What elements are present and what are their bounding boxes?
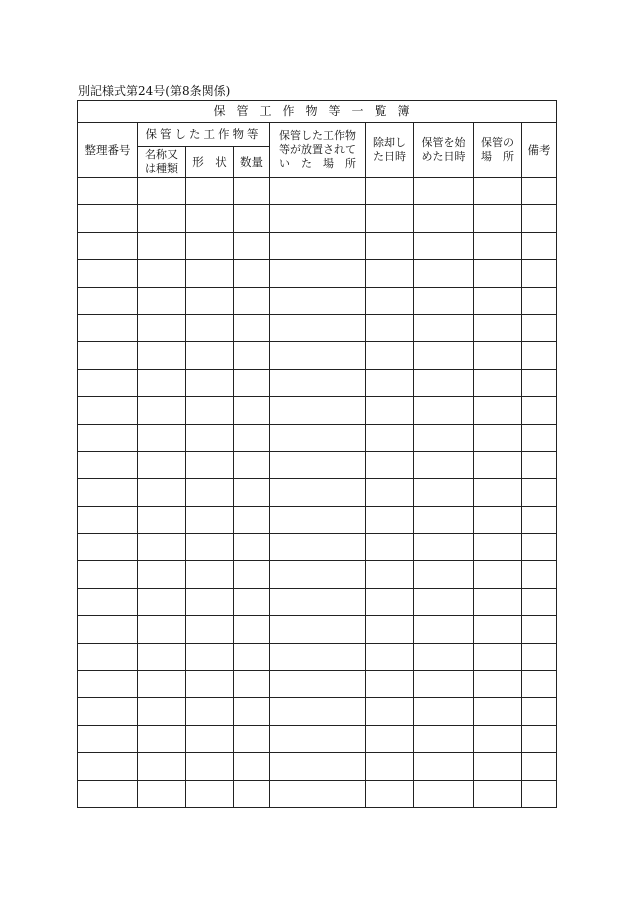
table-cell bbox=[78, 643, 138, 670]
table-cell bbox=[138, 369, 186, 396]
table-cell bbox=[522, 671, 557, 698]
table-cell bbox=[234, 671, 270, 698]
table-row bbox=[78, 780, 557, 807]
table-cell bbox=[474, 205, 522, 232]
table-cell bbox=[78, 753, 138, 780]
table-row bbox=[78, 260, 557, 287]
table-cell bbox=[270, 479, 366, 506]
table-cell bbox=[270, 205, 366, 232]
table-cell bbox=[522, 369, 557, 396]
table-cell bbox=[522, 397, 557, 424]
table-cell bbox=[234, 506, 270, 533]
table-cell bbox=[78, 232, 138, 259]
table-cell bbox=[414, 451, 474, 478]
table-cell bbox=[414, 725, 474, 752]
table-cell bbox=[186, 753, 234, 780]
table-cell bbox=[366, 506, 414, 533]
table-cell bbox=[366, 616, 414, 643]
table-cell bbox=[366, 643, 414, 670]
table-row bbox=[78, 205, 557, 232]
header-seiri-bango: 整理番号 bbox=[78, 123, 138, 178]
table-row bbox=[78, 753, 557, 780]
table-cell bbox=[366, 451, 414, 478]
table-cell bbox=[138, 205, 186, 232]
table-cell bbox=[270, 561, 366, 588]
table-cell bbox=[78, 397, 138, 424]
table-cell bbox=[186, 725, 234, 752]
table-cell bbox=[474, 725, 522, 752]
table-cell bbox=[366, 780, 414, 807]
table-cell bbox=[414, 342, 474, 369]
table-row bbox=[78, 451, 557, 478]
table-cell bbox=[138, 534, 186, 561]
table-cell bbox=[474, 643, 522, 670]
table-row bbox=[78, 698, 557, 725]
table-cell bbox=[138, 561, 186, 588]
table-cell bbox=[414, 616, 474, 643]
table-cell bbox=[522, 205, 557, 232]
table-cell bbox=[234, 287, 270, 314]
table-cell bbox=[78, 451, 138, 478]
table-cell bbox=[78, 780, 138, 807]
table-cell bbox=[78, 342, 138, 369]
table-cell bbox=[414, 479, 474, 506]
table-cell bbox=[186, 534, 234, 561]
table-cell bbox=[270, 424, 366, 451]
table-cell bbox=[522, 314, 557, 341]
header-storage-start-datetime: 保管を始 めた日時 bbox=[414, 123, 474, 178]
table-cell bbox=[78, 369, 138, 396]
table-cell bbox=[138, 397, 186, 424]
table-cell bbox=[366, 178, 414, 205]
table-cell bbox=[414, 369, 474, 396]
table-cell bbox=[234, 232, 270, 259]
table-cell bbox=[270, 287, 366, 314]
header-shape: 形 状 bbox=[186, 147, 234, 178]
table-row bbox=[78, 671, 557, 698]
table-cell bbox=[186, 561, 234, 588]
table-cell bbox=[186, 314, 234, 341]
table-cell bbox=[270, 780, 366, 807]
table-cell bbox=[522, 506, 557, 533]
table-cell bbox=[234, 616, 270, 643]
table-cell bbox=[474, 178, 522, 205]
table-cell bbox=[78, 725, 138, 752]
table-cell bbox=[474, 671, 522, 698]
table-cell bbox=[474, 451, 522, 478]
table-cell bbox=[522, 753, 557, 780]
table-cell bbox=[414, 780, 474, 807]
table-cell bbox=[186, 342, 234, 369]
table-cell bbox=[414, 205, 474, 232]
table-cell bbox=[414, 561, 474, 588]
table-cell bbox=[474, 616, 522, 643]
table-cell bbox=[366, 671, 414, 698]
table-cell bbox=[234, 698, 270, 725]
table-cell bbox=[414, 260, 474, 287]
table-cell bbox=[474, 397, 522, 424]
table-row bbox=[78, 561, 557, 588]
table-cell bbox=[414, 698, 474, 725]
table-cell bbox=[186, 479, 234, 506]
header-quantity: 数量 bbox=[234, 147, 270, 178]
table-cell bbox=[522, 232, 557, 259]
table-cell bbox=[414, 314, 474, 341]
table-cell bbox=[366, 232, 414, 259]
table-row bbox=[78, 506, 557, 533]
table-cell bbox=[186, 232, 234, 259]
table-cell bbox=[366, 588, 414, 615]
table-cell bbox=[138, 506, 186, 533]
table-cell bbox=[270, 643, 366, 670]
table-cell bbox=[414, 534, 474, 561]
table-cell bbox=[522, 780, 557, 807]
table-cell bbox=[78, 506, 138, 533]
header-storage-location: 保管の 場 所 bbox=[474, 123, 522, 178]
table-cell bbox=[138, 424, 186, 451]
table-cell bbox=[270, 671, 366, 698]
table-cell bbox=[234, 561, 270, 588]
table-cell bbox=[366, 205, 414, 232]
table-cell bbox=[78, 178, 138, 205]
table-cell bbox=[138, 643, 186, 670]
table-cell bbox=[522, 643, 557, 670]
table-cell bbox=[234, 178, 270, 205]
table-cell bbox=[270, 588, 366, 615]
table-cell bbox=[414, 671, 474, 698]
table-cell bbox=[366, 725, 414, 752]
table-cell bbox=[78, 260, 138, 287]
table-cell bbox=[366, 314, 414, 341]
table-cell bbox=[186, 369, 234, 396]
table-cell bbox=[522, 561, 557, 588]
table-cell bbox=[366, 698, 414, 725]
table-cell bbox=[138, 178, 186, 205]
table-cell bbox=[138, 232, 186, 259]
table-row bbox=[78, 479, 557, 506]
table-cell bbox=[474, 232, 522, 259]
table-cell bbox=[474, 534, 522, 561]
header-name-or-type: 名称又 は種類 bbox=[138, 147, 186, 178]
table-cell bbox=[522, 342, 557, 369]
table-row bbox=[78, 314, 557, 341]
table-cell bbox=[366, 369, 414, 396]
table-cell bbox=[234, 479, 270, 506]
table-cell bbox=[522, 178, 557, 205]
table-row bbox=[78, 424, 557, 451]
table-cell bbox=[414, 178, 474, 205]
table-cell bbox=[186, 397, 234, 424]
table-row bbox=[78, 725, 557, 752]
table-cell bbox=[186, 616, 234, 643]
table-cell bbox=[186, 424, 234, 451]
table-cell bbox=[270, 260, 366, 287]
table-cell bbox=[366, 561, 414, 588]
table-cell bbox=[138, 479, 186, 506]
table-row bbox=[78, 397, 557, 424]
table-cell bbox=[270, 698, 366, 725]
table-cell bbox=[414, 506, 474, 533]
header-stored-items-group: 保管した工作物等 bbox=[138, 123, 270, 147]
table-cell bbox=[78, 616, 138, 643]
table-cell bbox=[474, 314, 522, 341]
table-cell bbox=[78, 479, 138, 506]
table-cell bbox=[522, 616, 557, 643]
table-cell bbox=[186, 671, 234, 698]
table-row bbox=[78, 342, 557, 369]
table-cell bbox=[234, 397, 270, 424]
table-cell bbox=[78, 534, 138, 561]
table-cell bbox=[270, 725, 366, 752]
table-cell bbox=[522, 287, 557, 314]
table-cell bbox=[270, 342, 366, 369]
table-cell bbox=[366, 342, 414, 369]
ledger-body bbox=[78, 178, 557, 808]
table-cell bbox=[270, 178, 366, 205]
table-cell bbox=[138, 725, 186, 752]
table-cell bbox=[234, 753, 270, 780]
table-cell bbox=[522, 260, 557, 287]
table-cell bbox=[414, 424, 474, 451]
table-cell bbox=[270, 616, 366, 643]
table-row bbox=[78, 643, 557, 670]
table-cell bbox=[366, 260, 414, 287]
header-abandoned-location: 保管した工作物 等が放置されて い た 場 所 bbox=[270, 123, 366, 178]
table-cell bbox=[234, 369, 270, 396]
table-cell bbox=[366, 753, 414, 780]
table-cell bbox=[234, 725, 270, 752]
table-row bbox=[78, 178, 557, 205]
table-cell bbox=[474, 287, 522, 314]
table-cell bbox=[186, 643, 234, 670]
table-cell bbox=[138, 451, 186, 478]
table-cell bbox=[234, 780, 270, 807]
table-cell bbox=[234, 342, 270, 369]
table-cell bbox=[186, 698, 234, 725]
table-row bbox=[78, 287, 557, 314]
ledger-title: 保管工作物等一覧簿 bbox=[78, 101, 557, 123]
table-cell bbox=[270, 314, 366, 341]
table-cell bbox=[234, 451, 270, 478]
header-remarks: 備考 bbox=[522, 123, 557, 178]
table-row bbox=[78, 616, 557, 643]
table-cell bbox=[474, 424, 522, 451]
table-cell bbox=[138, 342, 186, 369]
table-cell bbox=[474, 260, 522, 287]
table-cell bbox=[78, 561, 138, 588]
table-cell bbox=[366, 424, 414, 451]
table-cell bbox=[474, 479, 522, 506]
table-row bbox=[78, 369, 557, 396]
table-cell bbox=[186, 506, 234, 533]
table-cell bbox=[186, 588, 234, 615]
table-cell bbox=[78, 588, 138, 615]
header-removal-datetime: 除却し た日時 bbox=[366, 123, 414, 178]
table-cell bbox=[138, 780, 186, 807]
table-cell bbox=[78, 671, 138, 698]
table-cell bbox=[522, 534, 557, 561]
table-cell bbox=[522, 725, 557, 752]
table-cell bbox=[414, 397, 474, 424]
table-cell bbox=[138, 671, 186, 698]
table-cell bbox=[186, 260, 234, 287]
table-cell bbox=[234, 424, 270, 451]
table-cell bbox=[270, 506, 366, 533]
table-row bbox=[78, 534, 557, 561]
table-cell bbox=[138, 698, 186, 725]
storage-ledger-table bbox=[77, 100, 557, 808]
table-cell bbox=[78, 287, 138, 314]
table-cell bbox=[186, 451, 234, 478]
table-cell bbox=[138, 616, 186, 643]
table-cell bbox=[234, 205, 270, 232]
table-cell bbox=[522, 424, 557, 451]
table-cell bbox=[414, 287, 474, 314]
table-cell bbox=[186, 780, 234, 807]
table-cell bbox=[270, 534, 366, 561]
table-cell bbox=[234, 314, 270, 341]
table-cell bbox=[414, 588, 474, 615]
table-cell bbox=[78, 424, 138, 451]
table-cell bbox=[474, 698, 522, 725]
table-cell bbox=[522, 479, 557, 506]
table-cell bbox=[186, 205, 234, 232]
table-cell bbox=[234, 643, 270, 670]
table-cell bbox=[138, 314, 186, 341]
table-cell bbox=[414, 643, 474, 670]
table-cell bbox=[474, 588, 522, 615]
table-cell bbox=[522, 698, 557, 725]
table-cell bbox=[414, 232, 474, 259]
table-cell bbox=[186, 287, 234, 314]
table-cell bbox=[138, 753, 186, 780]
table-cell bbox=[78, 205, 138, 232]
form-number-label: 別記様式第24号(第8条関係) bbox=[78, 84, 231, 98]
table-cell bbox=[270, 397, 366, 424]
table-row bbox=[78, 232, 557, 259]
table-cell bbox=[234, 588, 270, 615]
table-cell bbox=[78, 314, 138, 341]
table-cell bbox=[414, 753, 474, 780]
table-cell bbox=[138, 588, 186, 615]
table-cell bbox=[522, 588, 557, 615]
table-cell bbox=[474, 561, 522, 588]
table-cell bbox=[138, 287, 186, 314]
table-cell bbox=[366, 287, 414, 314]
table-cell bbox=[270, 451, 366, 478]
table-cell bbox=[366, 397, 414, 424]
table-cell bbox=[78, 698, 138, 725]
table-cell bbox=[366, 479, 414, 506]
table-cell bbox=[234, 534, 270, 561]
table-cell bbox=[474, 506, 522, 533]
table-cell bbox=[474, 753, 522, 780]
table-cell bbox=[474, 780, 522, 807]
table-cell bbox=[270, 369, 366, 396]
table-cell bbox=[522, 451, 557, 478]
table-cell bbox=[186, 178, 234, 205]
table-cell bbox=[234, 260, 270, 287]
table-cell bbox=[270, 753, 366, 780]
table-row bbox=[78, 588, 557, 615]
table-cell bbox=[474, 369, 522, 396]
table-cell bbox=[366, 534, 414, 561]
table-cell bbox=[138, 260, 186, 287]
table-cell bbox=[474, 342, 522, 369]
table-cell bbox=[270, 232, 366, 259]
